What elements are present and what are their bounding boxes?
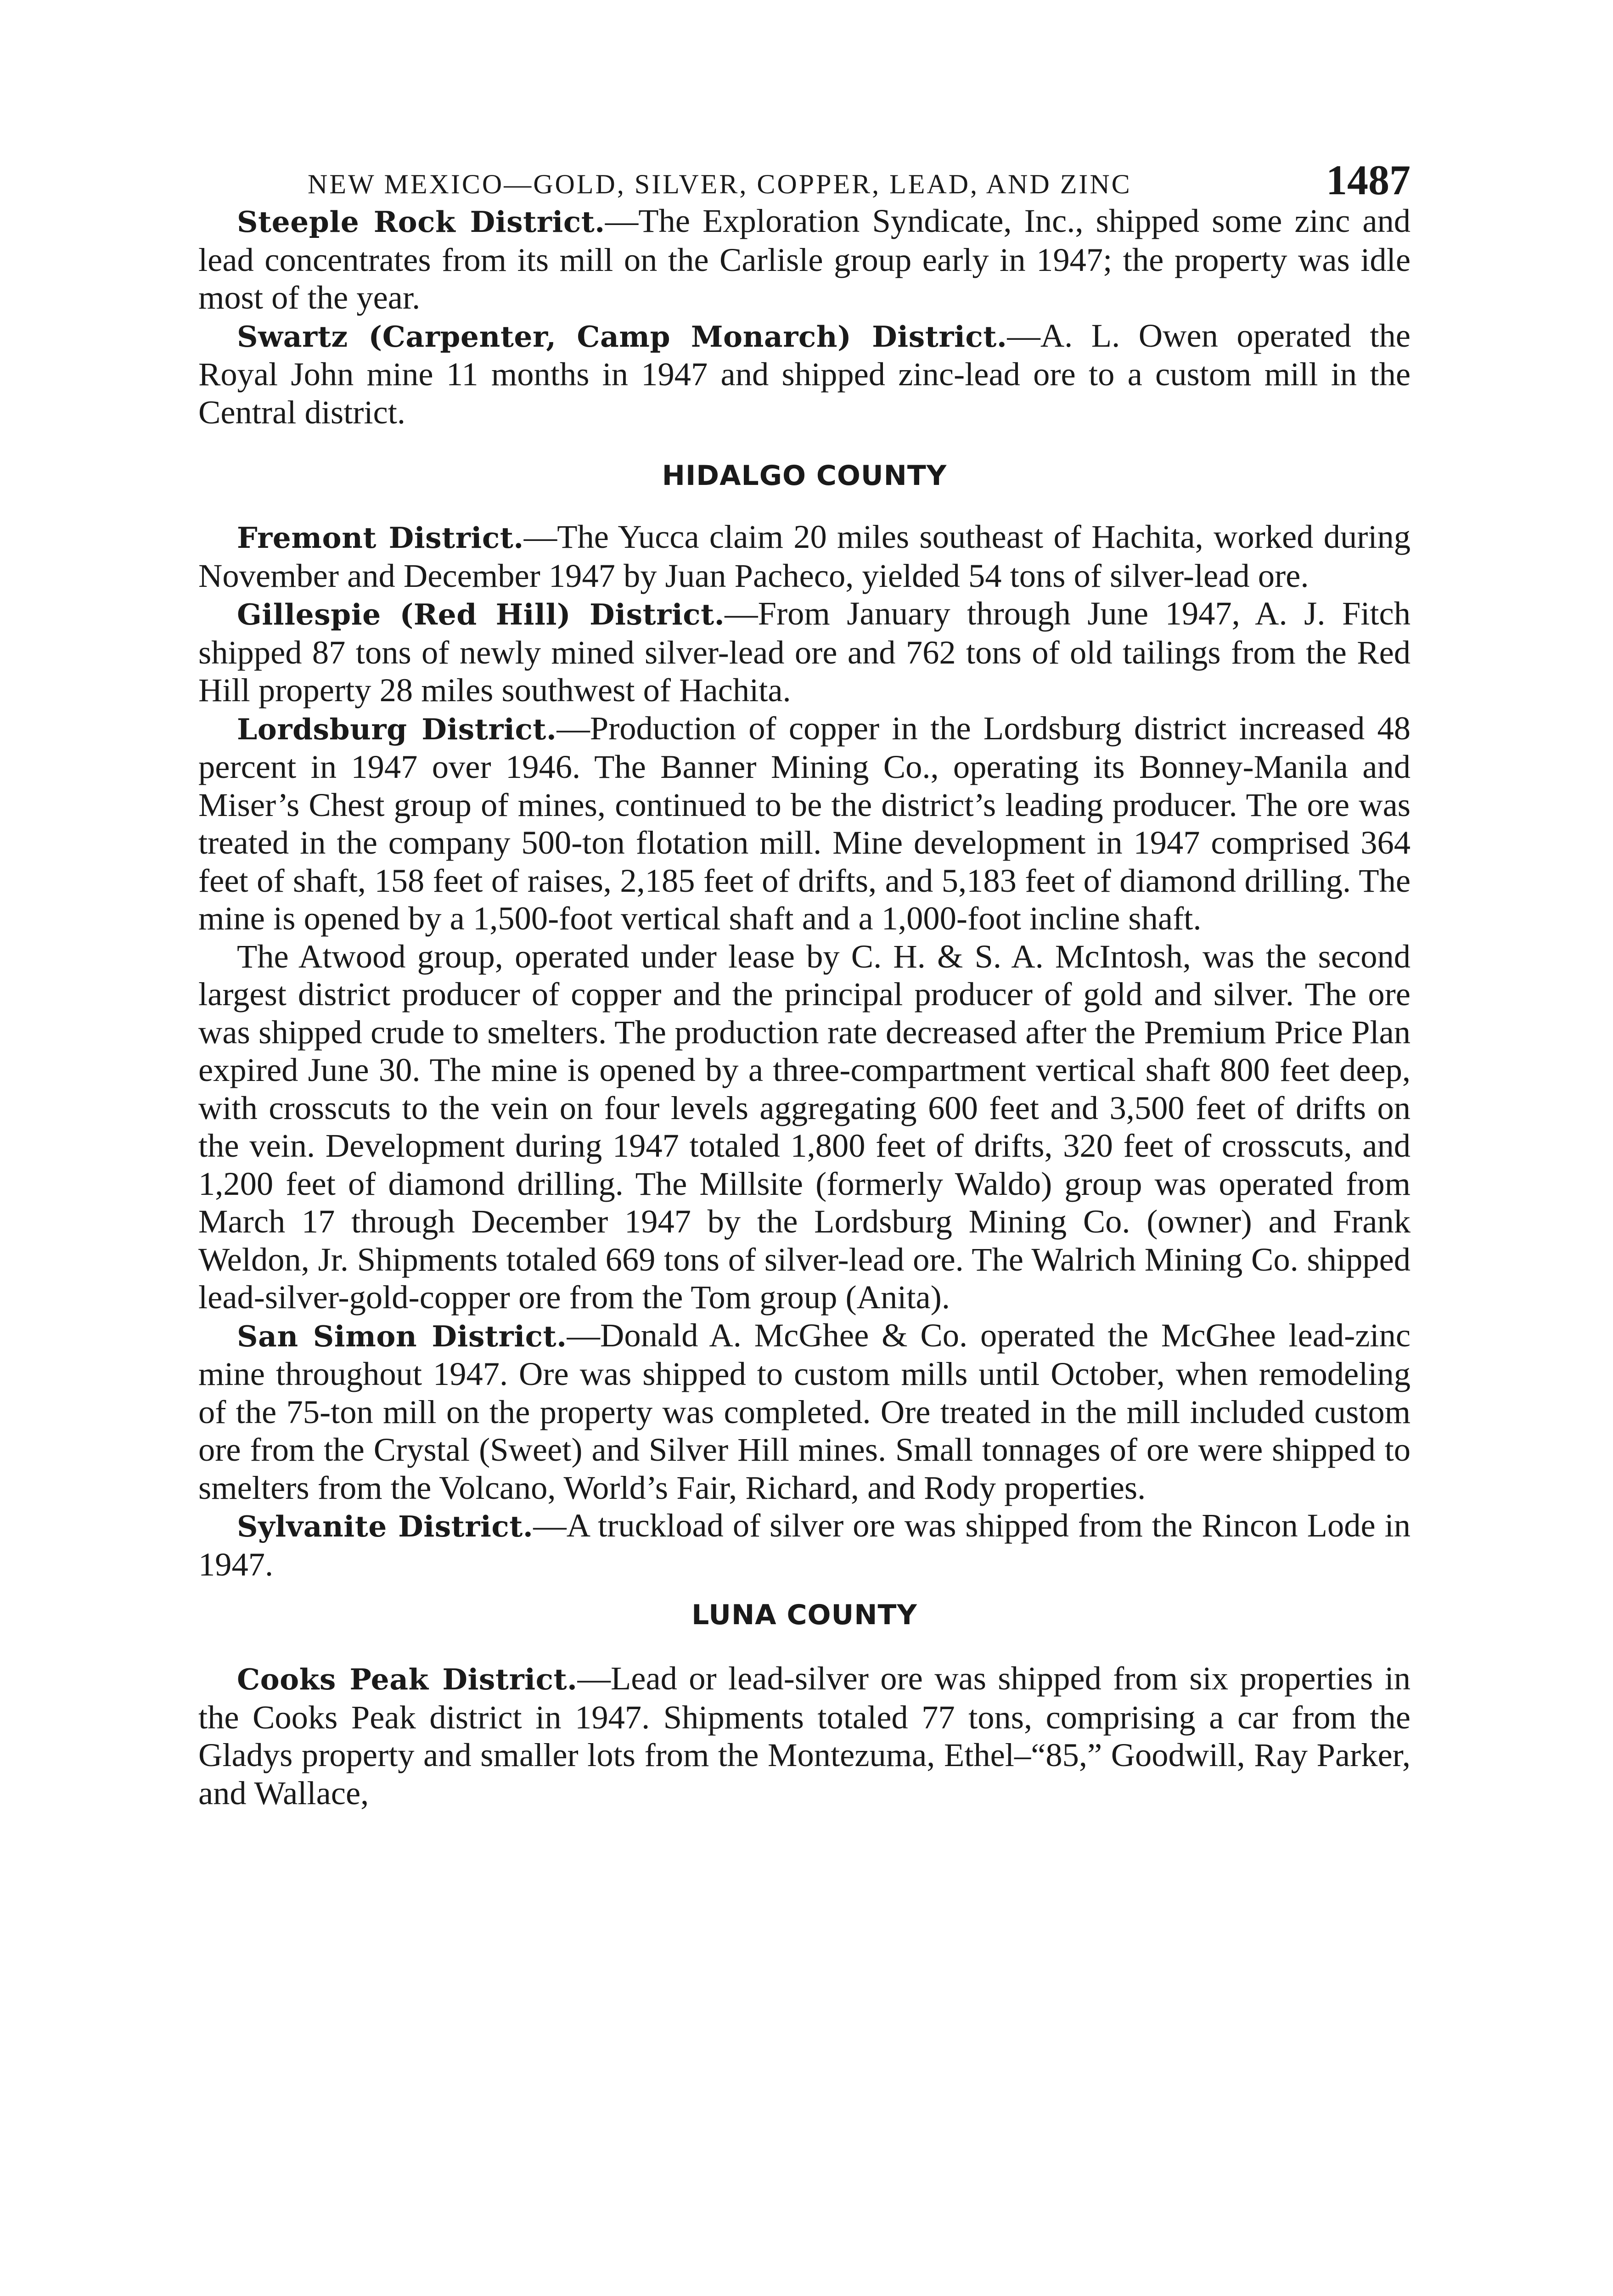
section-heading-hidalgo: HIDALGO COUNTY — [662, 460, 947, 492]
district-heading-fremont: Fremont District. — [237, 521, 524, 555]
paragraph-text: The Atwood group, operated under lease by C. H. & S. A. McIntosh, was the second largest district producer of copper and the principal producer of gold and silver. The ore was shipped crude to smelters. The production rate decreased after the Premium Price Plan expired June 30. The mine is opened by a three-compartment vertical shaft 800 feet deep, with crosscuts to the vein on four levels aggregating 600 feet and 3,500 feet of drifts on the vein. Development during 1947 totaled 1,800 feet of drifts, 320 feet of crosscuts, and 1,200 feet of diamond drilling. The Millsite (formerly Waldo) group was operated from March 17 through December 1947 by the Lordsburg Mining Co. (owner) and Frank Weldon, Jr. Shipments totaled 669 tons of silver-lead ore. The Walrich Mining Co. shipped lead-silver-gold-copper ore from the Tom group (Anita). — [198, 937, 1411, 1316]
paragraph-swartz — [198, 317, 1411, 432]
paragraph-text: —Lead or lead-silver ore was shipped from six properties in the Cooks Peak district in 1947. Shipments totaled 77 tons, comprising a car from the Gladys property and smaller lots from the Montezuma, Ethel–“85,” Goodwill, Ray Parker, and Wallace, — [198, 1660, 1411, 1812]
running-head — [198, 152, 1411, 202]
district-heading-san-simon: San Simon District. — [237, 1319, 567, 1353]
paragraph-text: —Donald A. McGhee & Co. operated the McGhee lead-zinc mine throughout 1947. Ore was shipped to custom mills until October, when remodeling of the 75-ton mill on the property was completed. Ore treated in the mill included custom ore from the Crystal (Sweet) and Silver Hill mines. Small tonnages of ore were shipped to smelters from the Volcano, World’s Fair, Richard, and Rody properties. — [198, 1316, 1411, 1506]
paragraph-text: —Production of copper in the Lordsburg district increased 48 percent in 1947 over 1946. The Banner Mining Co., operating its Bonney-Manila and Miser’s Chest group of mines, continued to be the district’s leading producer. The ore was treated in the company 500-ton flotation mill. Mine development in 1947 comprised 364 feet of shaft, 158 feet of raises, 2,185 feet of drifts, and 5,183 feet of diamond drilling. The mine is opened by a 1,500-foot vertical shaft and a 1,000-foot incline shaft. — [198, 709, 1411, 937]
district-heading-gillespie: Gillespie (Red Hill) District. — [237, 597, 725, 631]
paragraph-atwood — [198, 938, 1411, 1317]
page-number: 1487 — [1326, 157, 1411, 203]
paragraph-text: —A. L. Owen operated the Royal John mine 11 months in 1947 and shipped zinc-lead ore to a custom mill in the Central district. — [198, 316, 1411, 431]
paragraph-cooks-peak — [198, 1660, 1411, 1812]
paragraph-san-simon — [198, 1317, 1411, 1507]
running-head-title: NEW MEXICO—GOLD, SILVER, COPPER, LEAD, AND ZINC — [308, 169, 1132, 199]
district-heading-steeple-rock: Steeple Rock District. — [237, 205, 605, 239]
document-page — [198, 152, 1411, 1812]
district-heading-cooks-peak: Cooks Peak District. — [237, 1662, 578, 1696]
section-heading-luna: LUNA COUNTY — [691, 1599, 917, 1631]
paragraph-lordsburg — [198, 709, 1411, 938]
district-heading-swartz: Swartz (Carpenter, Camp Monarch) District. — [237, 319, 1007, 354]
paragraph-steeple-rock — [198, 202, 1411, 317]
paragraph-sylvanite — [198, 1507, 1411, 1583]
district-heading-sylvanite: Sylvanite District. — [237, 1509, 534, 1543]
district-heading-lordsburg: Lordsburg District. — [237, 712, 557, 746]
paragraph-text: —The Exploration Syndicate, Inc., shipped some zinc and lead concentrates from its mill on the Carlisle group early in 1947; the property was idle most of the year. — [198, 202, 1411, 316]
paragraph-gillespie — [198, 595, 1411, 709]
paragraph-text: —From January through June 1947, A. J. Fitch shipped 87 tons of newly mined silver-lead ore and 762 tons of old tailings from the Red Hill property 28 miles southwest of Hachita. — [198, 595, 1411, 709]
paragraph-text: —The Yucca claim 20 miles southeast of Hachita, worked during November and December 1947 by Juan Pacheco, yielded 54 tons of silver-lead ore. — [198, 518, 1411, 594]
paragraph-text: —A truckload of silver ore was shipped from the Rincon Lode in 1947. — [198, 1507, 1411, 1583]
paragraph-fremont — [198, 518, 1411, 595]
